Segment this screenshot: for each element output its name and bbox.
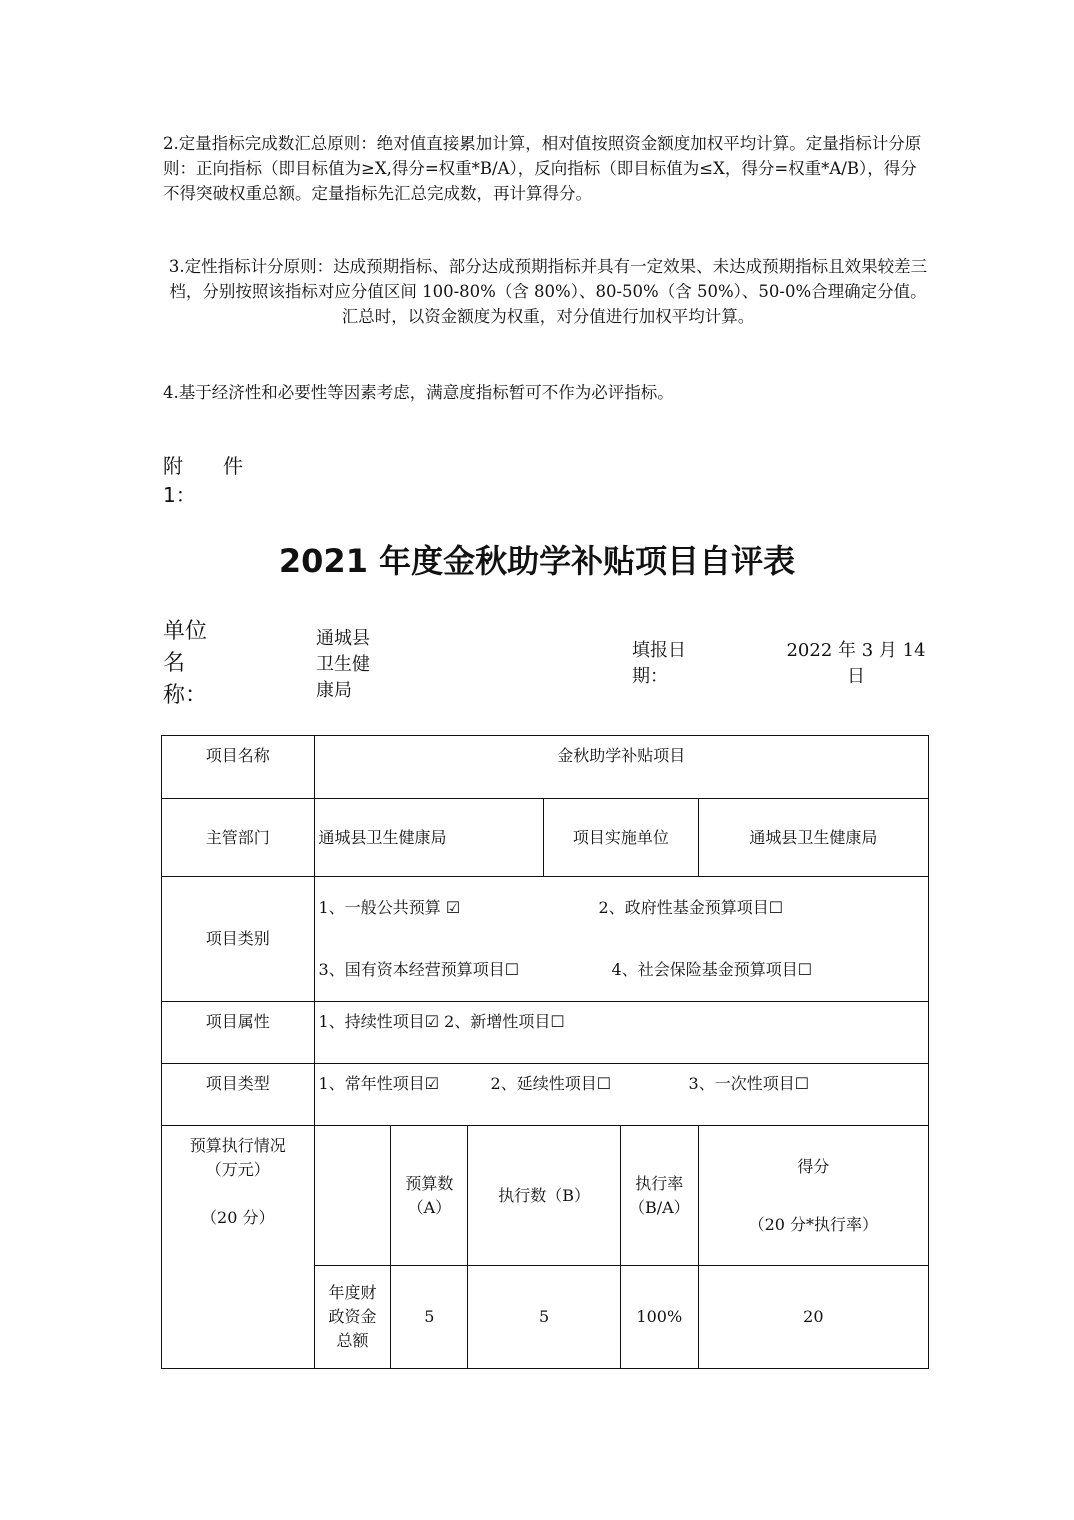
dept-value: 通城县卫生健康局	[314, 799, 544, 877]
row-rate: 100%	[620, 1266, 698, 1369]
rule-paragraph-4: 4.基于经济性和必要性等因素考虑，满意度指标暂可不作为必评指标。	[163, 383, 674, 402]
category-options	[314, 877, 928, 1002]
dept-label: 主管部门	[162, 799, 315, 877]
row-score: 20	[698, 1266, 928, 1369]
project-name-label: 项目名称	[162, 736, 315, 799]
unit-name: 通城县卫生健康局	[316, 628, 370, 701]
attribute-options[interactable]: 1、持续性项目☑ 2、新增性项目☐	[314, 1002, 928, 1064]
col-score-text: 得分	[797, 1156, 830, 1176]
unit-label: 单位名称：	[163, 619, 208, 708]
type-option-2[interactable]: 2、延续性项目☐	[490, 1074, 612, 1093]
category-option-3[interactable]: 3、国有资本经营预算项目☐	[318, 960, 520, 979]
type-label: 项目类型	[162, 1064, 315, 1126]
rule-paragraph-3: 3.定性指标计分原则：达成预期指标、部分达成预期指标并具有一定效果、未达成预期指标且效果较差三档，分别按照该指标对应分值区间 100-80%（含 80%）、80-50%（含 50%）、50-0%合理确定分值。汇总时，以资金额度为权重，对分值进行加权平均计算。	[168, 257, 928, 326]
budget-label: 预算执行情况（万元）	[189, 1136, 286, 1179]
row-budget: 5	[391, 1266, 468, 1369]
rule-paragraph-2: 2.定量指标完成数汇总原则：绝对值直接累加计算，相对值按照资金额度加权平均计算。定量指标计分原则：正向指标（即目标值为≥X,得分=权重*B/A），反向指标（即目标值为≤X，得分=权重*A/B），得分不得突破权重总额。定量指标先汇总完成数，再计算得分。	[163, 134, 922, 203]
type-option-1[interactable]: 1、常年性项目☑	[318, 1074, 440, 1093]
attachment-text: 附 件	[163, 454, 243, 478]
col-budget-header	[391, 1126, 468, 1266]
page-title: 2021 年度金秋助学补贴项目自评表	[278, 542, 796, 580]
col-rate-text: 执行率（B/A）	[628, 1173, 690, 1217]
col-budget-text: 预算数（A）	[405, 1173, 454, 1217]
row-exec: 5	[468, 1266, 621, 1369]
attachment-number: 1：	[163, 483, 196, 507]
category-label: 项目类别	[162, 877, 315, 1002]
col-exec-header: 执行数（B）	[468, 1126, 621, 1266]
row-label-text: 年度财政资金总额	[328, 1283, 377, 1350]
col-score-header	[698, 1126, 928, 1266]
col-rate-header	[620, 1126, 698, 1266]
type-options	[314, 1064, 928, 1126]
evaluation-table	[161, 735, 929, 1369]
blank-header-cell	[314, 1126, 391, 1266]
type-option-3[interactable]: 3、一次性项目☐	[688, 1074, 810, 1093]
attribute-label: 项目属性	[162, 1002, 315, 1064]
impl-value: 通城县卫生健康局	[698, 799, 928, 877]
date-label: 填报日期：	[632, 640, 686, 687]
category-option-4[interactable]: 4、社会保险基金预算项目☐	[611, 960, 813, 979]
category-option-1[interactable]: 1、一般公共预算 ☑	[318, 898, 461, 917]
project-name: 金秋助学补贴项目	[314, 736, 928, 799]
budget-score-weight: （20 分）	[201, 1208, 275, 1227]
attachment-label	[163, 452, 243, 510]
impl-label: 项目实施单位	[544, 799, 699, 877]
row-label	[314, 1266, 391, 1369]
category-option-2[interactable]: 2、政府性基金预算项目☐	[598, 898, 784, 917]
date-value: 2022 年 3 月 14 日	[786, 640, 926, 687]
col-score-note: （20 分*执行率）	[748, 1214, 879, 1234]
budget-label-cell	[162, 1126, 315, 1369]
